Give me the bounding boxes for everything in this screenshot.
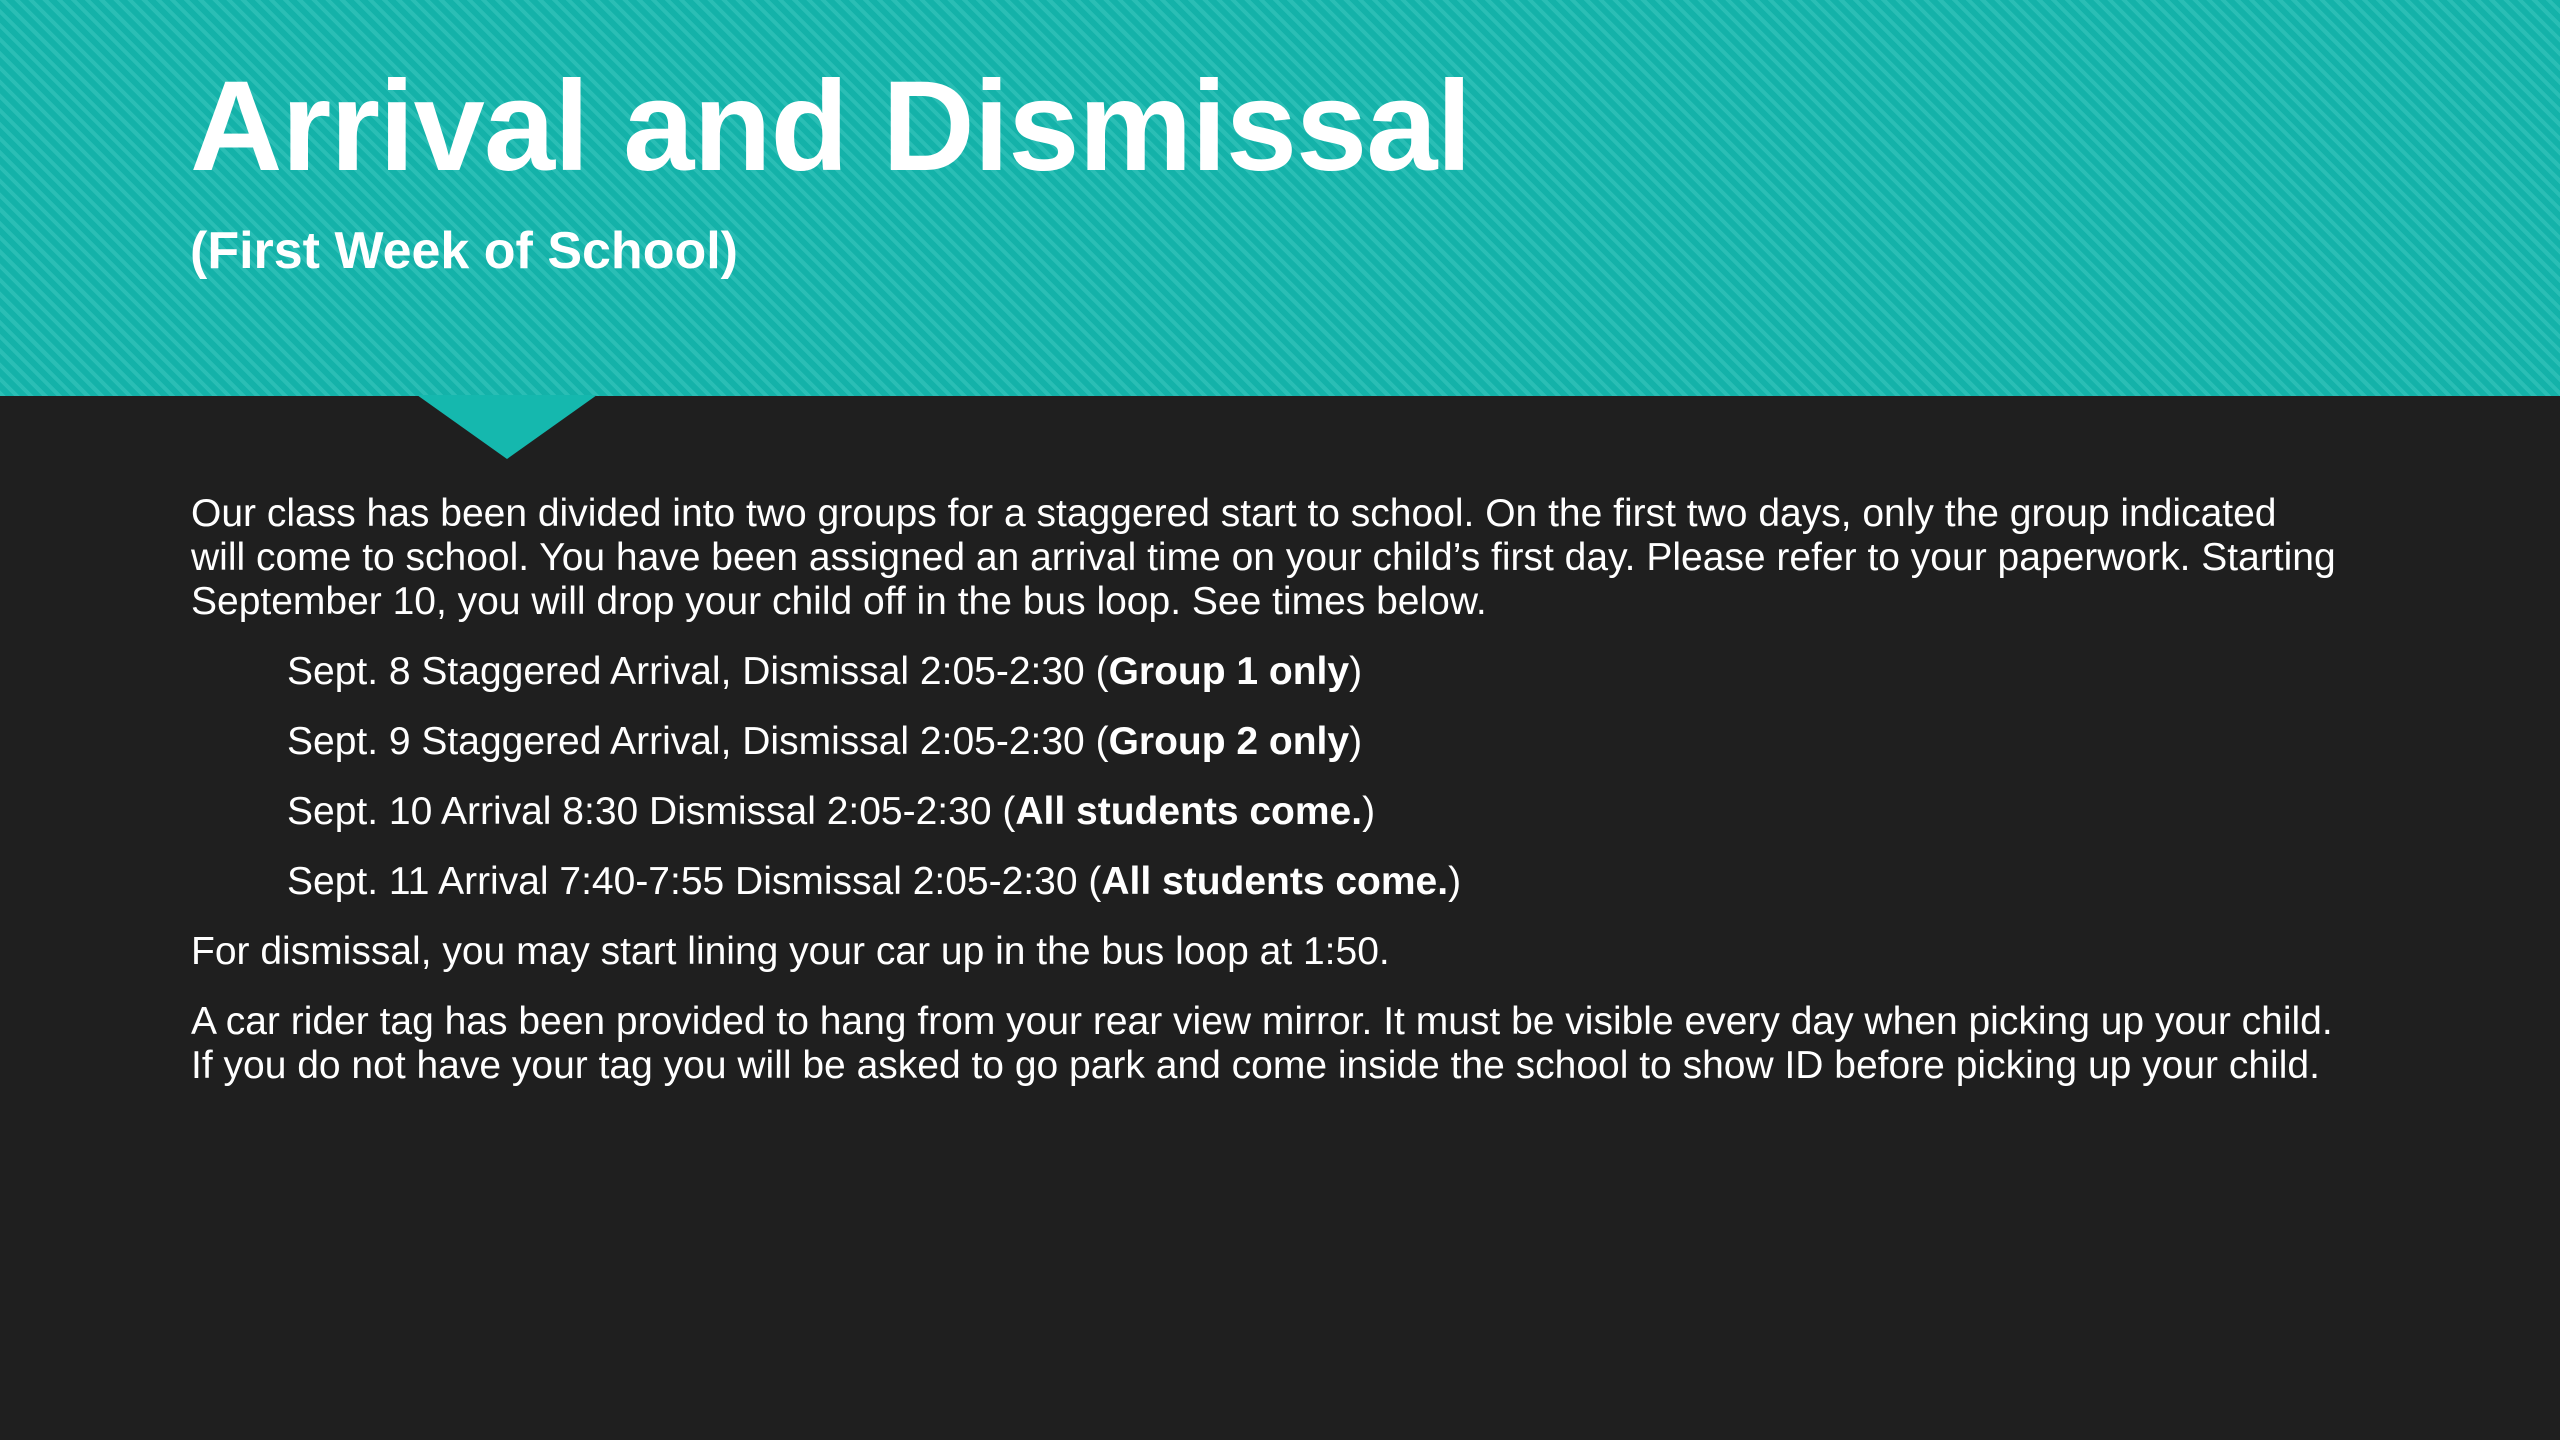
car-tag-note: A car rider tag has been provided to hang from your rear view mirror. It must be visible every day when picking up your child. If you do not have your tag you will be asked to go park and come inside the school to show ID before picking up your child. <box>191 1000 2333 1087</box>
header-notch <box>417 395 597 459</box>
schedule-group-label: Group 2 only <box>1108 720 1350 763</box>
schedule-item-sept-10: Sept. 10 Arrival 8:30 Dismissal 2:05-2:30 (All students come.) <box>287 790 1376 833</box>
schedule-group-label: All students come. <box>1015 790 1363 833</box>
slide-body <box>191 492 2341 1114</box>
slide-title: Arrival and Dismissal <box>190 55 1471 198</box>
intro-paragraph: Our class has been divided into two groups for a staggered start to school. On the first two days, only the group indicated will come to school. You have been assigned an arrival time on your child’s first day. Please refer to your paperwork. Starting September 10, you will drop your child off in the bus loop. See times below. <box>191 492 2336 623</box>
header-band <box>0 0 2560 396</box>
schedule-group-label: All students come. <box>1101 860 1449 903</box>
schedule-group-label: Group 1 only <box>1108 650 1350 693</box>
schedule-item-sept-8: Sept. 8 Staggered Arrival, Dismissal 2:05-2:30 (Group 1 only) <box>287 650 1363 693</box>
schedule-item-sept-9: Sept. 9 Staggered Arrival, Dismissal 2:05-2:30 (Group 2 only) <box>287 720 1363 763</box>
dismissal-note: For dismissal, you may start lining your car up in the bus loop at 1:50. <box>191 930 1390 973</box>
schedule-item-sept-11: Sept. 11 Arrival 7:40-7:55 Dismissal 2:05-2:30 (All students come.) <box>287 860 1462 903</box>
slide-subtitle: (First Week of School) <box>190 222 738 280</box>
